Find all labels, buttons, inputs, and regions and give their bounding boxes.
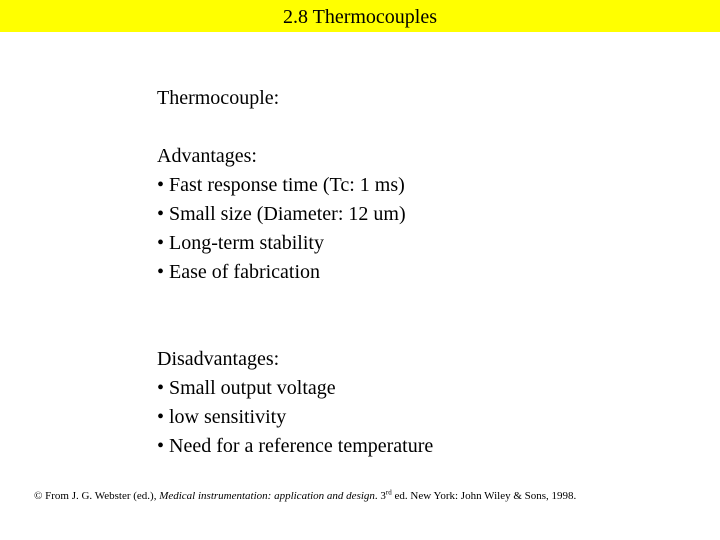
advantage-item: • Fast response time (Tc: 1 ms) — [157, 174, 405, 196]
slide-title: 2.8 Thermocouples — [282, 6, 438, 28]
disadvantage-item: • Need for a reference temperature — [157, 435, 434, 457]
slide-content — [157, 84, 433, 461]
disadvantage-item: • Small output voltage — [157, 377, 336, 399]
disadvantage-item: • low sensitivity — [157, 406, 287, 428]
disadvantages-label: Disadvantages: — [157, 348, 280, 370]
spacer — [157, 113, 433, 142]
heading-block — [157, 84, 433, 113]
citation-book-title: Medical instrumentation: application and design — [159, 490, 375, 502]
citation-edition-sup: rd — [385, 488, 392, 497]
slide-title-bar — [0, 0, 720, 32]
advantage-item: • Long-term stability — [157, 232, 324, 254]
advantages-block — [157, 142, 433, 287]
advantages-label: Advantages: — [157, 145, 257, 167]
spacer — [157, 287, 433, 345]
citation — [34, 489, 576, 503]
section-heading: Thermocouple: — [157, 87, 280, 109]
citation-edition: . 3 — [374, 490, 386, 502]
citation-suffix: ed. New York: John Wiley & Sons, 1998. — [391, 490, 577, 502]
disadvantages-block — [157, 345, 433, 461]
citation-prefix: © From J. G. Webster (ed.), — [34, 490, 160, 502]
advantage-item: • Ease of fabrication — [157, 261, 321, 283]
advantage-item: • Small size (Diameter: 12 um) — [157, 203, 406, 225]
